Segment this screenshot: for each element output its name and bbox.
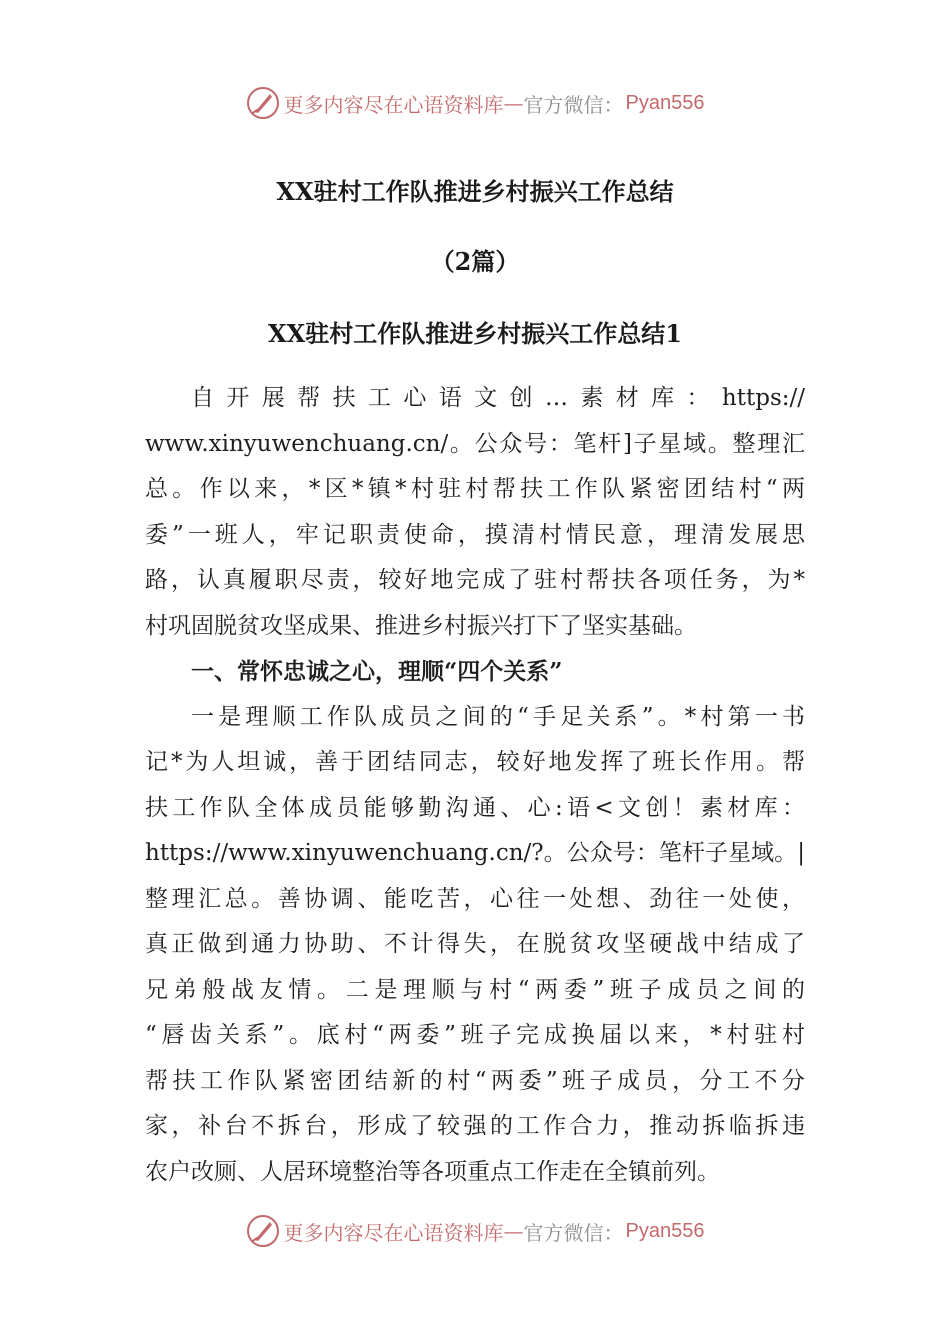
watermark-wechat-id: Pyan556 bbox=[625, 1219, 705, 1242]
paragraph-line: 扶工作队全体成员能够勤沟通、心:语<文创！素材库： bbox=[145, 794, 805, 821]
paragraph-line: 记*为人坦诚，善于团结同志，较好地发挥了班长作用。帮 bbox=[145, 749, 805, 775]
watermark-brand: 更多内容尽在心语资料库 bbox=[283, 92, 504, 117]
paragraph-line: https://www.xinyuwenchuang.cn/?。公众号：笔杆子星域。| bbox=[145, 840, 805, 866]
paragraph-line: “唇齿关系”。底村“两委”班子完成换届以来，*村驻村 bbox=[145, 1022, 805, 1048]
paragraph-line: 自开展帮扶工心语文创…素材库：https:// bbox=[191, 385, 805, 411]
section-title: XX驻村工作队推进乡村振兴工作总结1 bbox=[268, 319, 682, 348]
quill-logo-icon bbox=[246, 1214, 280, 1248]
document-body bbox=[145, 376, 805, 1195]
paragraph-line: 总。作以来，*区*镇*村驻村帮扶工作队紧密团结村“两 bbox=[145, 476, 805, 502]
paragraph-line: 村巩固脱贫攻坚成果、推进乡村振兴打下了坚实基础。 bbox=[145, 612, 697, 639]
quill-logo-icon bbox=[246, 86, 280, 120]
watermark-dash: — bbox=[503, 91, 524, 115]
watermark-footer bbox=[0, 1214, 950, 1248]
paragraph-line: 一是理顺工作队成员之间的“手足关系”。*村第一书 bbox=[191, 703, 805, 730]
document-title: XX驻村工作队推进乡村振兴工作总结 bbox=[276, 177, 674, 206]
paragraph-line: 委”一班人，牢记职责使命，摸清村情民意，理清发展思 bbox=[145, 521, 805, 548]
watermark-header bbox=[0, 86, 950, 120]
paragraph-line: www.xinyuwenchuang.cn/。公众号：笔杆]子星域。整理汇 bbox=[145, 430, 805, 457]
watermark-wechat-id: Pyan556 bbox=[625, 91, 705, 114]
paragraph-line: 帮扶工作队紧密团结新的村“两委”班子成员，分工不分 bbox=[145, 1067, 805, 1094]
paragraph-line: 农户改厕、人居环境整治等各项重点工作走在全镇前列。 bbox=[145, 1158, 720, 1185]
watermark-official-label: 官方微信： bbox=[523, 92, 624, 117]
paragraph-line: 兄弟般战友情。二是理顺与村“两委”班子成员之间的 bbox=[145, 976, 805, 1003]
watermark-brand: 更多内容尽在心语资料库 bbox=[283, 1220, 504, 1245]
paragraph-line: 整理汇总。善协调、能吃苦，心往一处想、劲往一处使， bbox=[145, 885, 805, 912]
watermark-dash: — bbox=[503, 1219, 524, 1243]
watermark-official-label: 官方微信： bbox=[523, 1220, 624, 1245]
paragraph-line: 家，补台不拆台，形成了较强的工作合力，推动拆临拆违 bbox=[145, 1113, 805, 1139]
paragraph-line: 路，认真履职尽责，较好地完成了驻村帮扶各项任务，为* bbox=[145, 567, 805, 593]
paragraph-line: 真正做到通力协助、不计得失，在脱贫攻坚硬战中结成了 bbox=[145, 931, 805, 957]
document-subtitle: （2篇） bbox=[430, 247, 520, 276]
section-heading: 一、常怀忠诚之心，理顺“四个关系” bbox=[191, 658, 563, 685]
